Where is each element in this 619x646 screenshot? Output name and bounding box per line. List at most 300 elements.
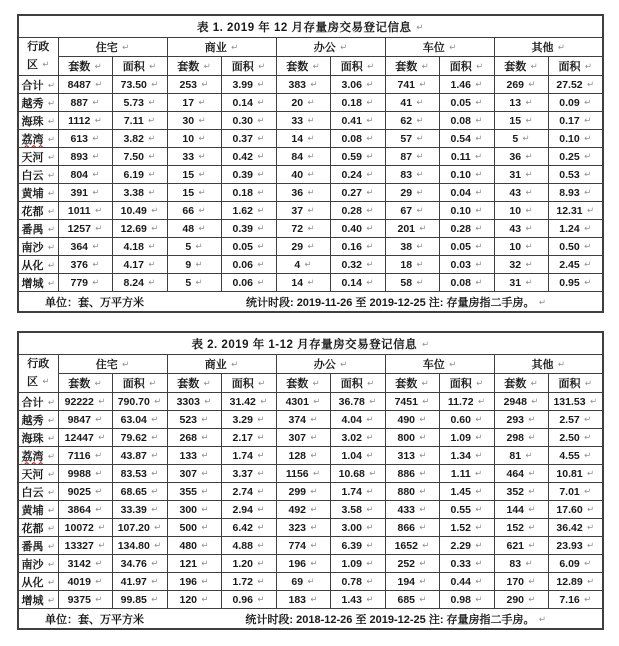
value-cell: 18 ↵: [385, 256, 439, 274]
value-cell: 268 ↵: [167, 429, 221, 447]
value-cell: 1.72 ↵: [221, 573, 276, 591]
value-cell: 36 ↵: [494, 148, 548, 166]
table-1-title: 表 1. 2019 年 12 月存量房交易登记信息 ↵: [18, 15, 603, 38]
value-cell: 57 ↵: [385, 130, 439, 148]
value-cell: 40 ↵: [276, 166, 330, 184]
value-cell: 10 ↵: [494, 202, 548, 220]
value-cell: 2.57 ↵: [548, 411, 603, 429]
table-row: [18, 555, 603, 573]
unit-note: 单位：套、万平方米: [45, 296, 144, 309]
value-cell: 0.10 ↵: [439, 202, 494, 220]
value-cell: 0.39 ↵: [221, 166, 276, 184]
value-cell: 2.94 ↵: [221, 501, 276, 519]
value-cell: 83 ↵: [385, 166, 439, 184]
value-cell: 2.74 ↵: [221, 483, 276, 501]
value-cell: 33.39 ↵: [112, 501, 167, 519]
district-cell: [18, 94, 58, 112]
district-label: 合计: [21, 79, 44, 92]
value-cell: 2.29 ↵: [439, 537, 494, 555]
value-cell: 0.59 ↵: [330, 148, 385, 166]
district-cell: [18, 148, 58, 166]
value-cell: 29 ↵: [276, 238, 330, 256]
value-cell: 8487 ↵: [58, 76, 112, 94]
value-cell: 196 ↵: [167, 573, 221, 591]
district-cell: [18, 274, 58, 292]
value-cell: 10.49 ↵: [112, 202, 167, 220]
district-cell: [18, 112, 58, 130]
value-cell: 14 ↵: [276, 130, 330, 148]
value-cell: 81 ↵: [494, 447, 548, 465]
value-cell: 0.98 ↵: [439, 591, 494, 609]
value-cell: 30 ↵: [167, 112, 221, 130]
table-row: [18, 591, 603, 609]
value-cell: 17 ↵: [167, 94, 221, 112]
value-cell: 376 ↵: [58, 256, 112, 274]
value-cell: 391 ↵: [58, 184, 112, 202]
value-cell: 464 ↵: [494, 465, 548, 483]
value-cell: 48 ↵: [167, 220, 221, 238]
header-district-line2: 区 ↵: [27, 59, 49, 71]
district-label: 荔湾: [21, 450, 44, 463]
value-cell: 0.95 ↵: [548, 274, 603, 292]
value-cell: 69 ↵: [276, 573, 330, 591]
header-area: 面积 ↵: [112, 57, 167, 76]
district-label: 海珠: [21, 432, 44, 445]
table-row: [18, 76, 603, 94]
value-cell: 1.74 ↵: [221, 447, 276, 465]
value-cell: 1.09 ↵: [439, 429, 494, 447]
value-cell: 7116 ↵: [58, 447, 112, 465]
district-label: 越秀: [21, 414, 44, 427]
header-district: [18, 355, 58, 393]
value-cell: 3.58 ↵: [330, 501, 385, 519]
value-cell: 43 ↵: [494, 220, 548, 238]
value-cell: 10072 ↵: [58, 519, 112, 537]
header-area: 面积 ↵: [221, 374, 276, 393]
value-cell: 9988 ↵: [58, 465, 112, 483]
value-cell: 1011 ↵: [58, 202, 112, 220]
value-cell: 3.06 ↵: [330, 76, 385, 94]
value-cell: 0.96 ↵: [221, 591, 276, 609]
value-cell: 886 ↵: [385, 465, 439, 483]
period-note: 统计时段: 2018-12-26 至 2019-12-25 注: 存量房指二手房。 ↵: [245, 611, 546, 627]
value-cell: 0.16 ↵: [330, 238, 385, 256]
district-cell: [18, 447, 58, 465]
value-cell: 133 ↵: [167, 447, 221, 465]
value-cell: 144 ↵: [494, 501, 548, 519]
header-units: 套数 ↵: [58, 57, 112, 76]
district-cell: [18, 501, 58, 519]
value-cell: 10.68 ↵: [330, 465, 385, 483]
table-row: [18, 537, 603, 555]
value-cell: 36 ↵: [276, 184, 330, 202]
value-cell: 355 ↵: [167, 483, 221, 501]
header-group-other: 其他 ↵: [494, 38, 603, 57]
value-cell: 2.50 ↵: [548, 429, 603, 447]
value-cell: 92222 ↵: [58, 393, 112, 411]
district-cell: [18, 573, 58, 591]
value-cell: 0.06 ↵: [221, 256, 276, 274]
value-cell: 307 ↵: [167, 465, 221, 483]
table-row: [18, 94, 603, 112]
value-cell: 0.11 ↵: [439, 148, 494, 166]
value-cell: 8.93 ↵: [548, 184, 603, 202]
value-cell: 83.53 ↵: [112, 465, 167, 483]
value-cell: 23.93 ↵: [548, 537, 603, 555]
district-label: 从化: [21, 259, 44, 272]
value-cell: 31.42 ↵: [221, 393, 276, 411]
header-units: 套数 ↵: [58, 374, 112, 393]
district-label: 海珠: [21, 115, 44, 128]
header-units: 套数 ↵: [385, 374, 439, 393]
table-row: [18, 429, 603, 447]
value-cell: 490 ↵: [385, 411, 439, 429]
value-cell: 41.97 ↵: [112, 573, 167, 591]
header-group-other: 其他 ↵: [494, 355, 603, 374]
value-cell: 12.69 ↵: [112, 220, 167, 238]
value-cell: 29 ↵: [385, 184, 439, 202]
value-cell: 2948 ↵: [494, 393, 548, 411]
district-label: 黄埔: [21, 187, 44, 200]
value-cell: 134.80 ↵: [112, 537, 167, 555]
value-cell: 15 ↵: [494, 112, 548, 130]
value-cell: 6.19 ↵: [112, 166, 167, 184]
value-cell: 1112 ↵: [58, 112, 112, 130]
value-cell: 621 ↵: [494, 537, 548, 555]
value-cell: 2.45 ↵: [548, 256, 603, 274]
header-area: 面积 ↵: [330, 374, 385, 393]
value-cell: 1.04 ↵: [330, 447, 385, 465]
value-cell: 880 ↵: [385, 483, 439, 501]
value-cell: 293 ↵: [494, 411, 548, 429]
table-row: [18, 501, 603, 519]
table-row: [18, 220, 603, 238]
value-cell: 6.42 ↵: [221, 519, 276, 537]
table-2: [17, 331, 604, 630]
value-cell: 0.60 ↵: [439, 411, 494, 429]
value-cell: 290 ↵: [494, 591, 548, 609]
value-cell: 0.42 ↵: [221, 148, 276, 166]
header-group-parking: 车位 ↵: [385, 38, 494, 57]
value-cell: 5 ↵: [494, 130, 548, 148]
value-cell: 6.39 ↵: [330, 537, 385, 555]
value-cell: 6.09 ↵: [548, 555, 603, 573]
value-cell: 298 ↵: [494, 429, 548, 447]
value-cell: 13 ↵: [494, 94, 548, 112]
value-cell: 0.44 ↵: [439, 573, 494, 591]
district-cell: [18, 537, 58, 555]
header-group-residential: 住宅 ↵: [58, 355, 167, 374]
value-cell: 1.24 ↵: [548, 220, 603, 238]
value-cell: 0.50 ↵: [548, 238, 603, 256]
header-units: 套数 ↵: [385, 57, 439, 76]
value-cell: 0.04 ↵: [439, 184, 494, 202]
value-cell: 83 ↵: [494, 555, 548, 573]
table-row: [18, 38, 603, 57]
value-cell: 201 ↵: [385, 220, 439, 238]
value-cell: 3.38 ↵: [112, 184, 167, 202]
table-row: [18, 184, 603, 202]
value-cell: 3.82 ↵: [112, 130, 167, 148]
value-cell: 13327 ↵: [58, 537, 112, 555]
value-cell: 7.16 ↵: [548, 591, 603, 609]
value-cell: 492 ↵: [276, 501, 330, 519]
header-units: 套数 ↵: [494, 374, 548, 393]
value-cell: 866 ↵: [385, 519, 439, 537]
district-label: 天河: [21, 468, 44, 481]
table-1: [17, 14, 604, 313]
value-cell: 33 ↵: [276, 112, 330, 130]
value-cell: 1.62 ↵: [221, 202, 276, 220]
value-cell: 887 ↵: [58, 94, 112, 112]
value-cell: 12.89 ↵: [548, 573, 603, 591]
value-cell: 0.08 ↵: [439, 112, 494, 130]
table-footer: [19, 611, 602, 627]
value-cell: 252 ↵: [385, 555, 439, 573]
header-district-line1: 行政: [27, 358, 50, 371]
header-area: 面积 ↵: [548, 57, 603, 76]
value-cell: 1.45 ↵: [439, 483, 494, 501]
table-row: [18, 292, 603, 313]
value-cell: 43 ↵: [494, 184, 548, 202]
table-footer: [19, 294, 602, 310]
value-cell: 0.10 ↵: [548, 130, 603, 148]
value-cell: 269 ↵: [494, 76, 548, 94]
header-area: 面积 ↵: [548, 374, 603, 393]
unit-note: 单位：套、万平方米: [45, 613, 144, 626]
district-label: 从化: [21, 576, 44, 589]
district-label: 南沙: [21, 558, 44, 571]
table-row: [18, 112, 603, 130]
value-cell: 0.37 ↵: [221, 130, 276, 148]
table-row: [18, 393, 603, 411]
table-row: [18, 447, 603, 465]
value-cell: 87 ↵: [385, 148, 439, 166]
value-cell: 27.52 ↵: [548, 76, 603, 94]
district-cell: [18, 166, 58, 184]
value-cell: 0.28 ↵: [330, 202, 385, 220]
value-cell: 0.32 ↵: [330, 256, 385, 274]
value-cell: 4301 ↵: [276, 393, 330, 411]
value-cell: 4.17 ↵: [112, 256, 167, 274]
value-cell: 10.81 ↵: [548, 465, 603, 483]
value-cell: 15 ↵: [167, 166, 221, 184]
value-cell: 73.50 ↵: [112, 76, 167, 94]
district-cell: [18, 555, 58, 573]
value-cell: 0.05 ↵: [439, 238, 494, 256]
header-district: [18, 38, 58, 76]
value-cell: 300 ↵: [167, 501, 221, 519]
value-cell: 7.01 ↵: [548, 483, 603, 501]
value-cell: 41 ↵: [385, 94, 439, 112]
value-cell: 9375 ↵: [58, 591, 112, 609]
table-row: [18, 274, 603, 292]
table-row: [18, 256, 603, 274]
district-label: 南沙: [21, 241, 44, 254]
district-label: 黄埔: [21, 504, 44, 517]
district-label: 花都: [21, 205, 44, 218]
value-cell: 500 ↵: [167, 519, 221, 537]
value-cell: 33 ↵: [167, 148, 221, 166]
value-cell: 128 ↵: [276, 447, 330, 465]
table-row: [18, 519, 603, 537]
period-note: 统计时段: 2019-11-26 至 2019-12-25 注: 存量房指二手房。 ↵: [246, 294, 546, 310]
value-cell: 0.14 ↵: [221, 94, 276, 112]
header-district-line1: 行政: [27, 41, 50, 54]
value-cell: 2.17 ↵: [221, 429, 276, 447]
value-cell: 7.50 ↵: [112, 148, 167, 166]
value-cell: 3303 ↵: [167, 393, 221, 411]
value-cell: 107.20 ↵: [112, 519, 167, 537]
value-cell: 10 ↵: [167, 130, 221, 148]
table-row: [18, 148, 603, 166]
table-row: [18, 374, 603, 393]
header-area: 面积 ↵: [439, 57, 494, 76]
value-cell: 5 ↵: [167, 274, 221, 292]
district-label: 番禺: [21, 540, 44, 553]
district-cell: [18, 483, 58, 501]
value-cell: 804 ↵: [58, 166, 112, 184]
value-cell: 0.18 ↵: [221, 184, 276, 202]
header-area: 面积 ↵: [330, 57, 385, 76]
value-cell: 9 ↵: [167, 256, 221, 274]
value-cell: 0.14 ↵: [330, 274, 385, 292]
value-cell: 364 ↵: [58, 238, 112, 256]
value-cell: 10 ↵: [494, 238, 548, 256]
value-cell: 0.05 ↵: [439, 94, 494, 112]
value-cell: 3.00 ↵: [330, 519, 385, 537]
value-cell: 14 ↵: [276, 274, 330, 292]
header-district-line2: 区 ↵: [27, 376, 49, 388]
header-area: 面积 ↵: [112, 374, 167, 393]
value-cell: 480 ↵: [167, 537, 221, 555]
value-cell: 4.55 ↵: [548, 447, 603, 465]
header-area: 面积 ↵: [221, 57, 276, 76]
value-cell: 1.52 ↵: [439, 519, 494, 537]
value-cell: 0.30 ↵: [221, 112, 276, 130]
value-cell: 152 ↵: [494, 519, 548, 537]
header-group-parking: 车位 ↵: [385, 355, 494, 374]
header-units: 套数 ↵: [167, 57, 221, 76]
table-row: [18, 166, 603, 184]
value-cell: 43.87 ↵: [112, 447, 167, 465]
value-cell: 131.53 ↵: [548, 393, 603, 411]
header-units: 套数 ↵: [167, 374, 221, 393]
value-cell: 62 ↵: [385, 112, 439, 130]
value-cell: 170 ↵: [494, 573, 548, 591]
value-cell: 0.06 ↵: [221, 274, 276, 292]
value-cell: 1.34 ↵: [439, 447, 494, 465]
value-cell: 790.70 ↵: [112, 393, 167, 411]
value-cell: 11.72 ↵: [439, 393, 494, 411]
value-cell: 3.02 ↵: [330, 429, 385, 447]
value-cell: 1.20 ↵: [221, 555, 276, 573]
value-cell: 5.73 ↵: [112, 94, 167, 112]
district-label: 增城: [21, 277, 44, 290]
value-cell: 613 ↵: [58, 130, 112, 148]
table-row: [18, 202, 603, 220]
value-cell: 34.76 ↵: [112, 555, 167, 573]
value-cell: 800 ↵: [385, 429, 439, 447]
value-cell: 523 ↵: [167, 411, 221, 429]
value-cell: 38 ↵: [385, 238, 439, 256]
district-cell: [18, 238, 58, 256]
district-label: 增城: [21, 594, 44, 607]
value-cell: 0.18 ↵: [330, 94, 385, 112]
value-cell: 0.08 ↵: [330, 130, 385, 148]
table-row: [18, 355, 603, 374]
value-cell: 36.78 ↵: [330, 393, 385, 411]
value-cell: 0.10 ↵: [439, 166, 494, 184]
table-row: [18, 130, 603, 148]
value-cell: 1156 ↵: [276, 465, 330, 483]
district-cell: [18, 465, 58, 483]
value-cell: 307 ↵: [276, 429, 330, 447]
value-cell: 0.78 ↵: [330, 573, 385, 591]
header-units: 套数 ↵: [276, 374, 330, 393]
value-cell: 4019 ↵: [58, 573, 112, 591]
table-row: [18, 609, 603, 630]
value-cell: 1.46 ↵: [439, 76, 494, 94]
value-cell: 774 ↵: [276, 537, 330, 555]
value-cell: 433 ↵: [385, 501, 439, 519]
value-cell: 323 ↵: [276, 519, 330, 537]
value-cell: 0.33 ↵: [439, 555, 494, 573]
value-cell: 12.31 ↵: [548, 202, 603, 220]
value-cell: 3.99 ↵: [221, 76, 276, 94]
table-1-section: [17, 14, 619, 313]
value-cell: 66 ↵: [167, 202, 221, 220]
table-row: [18, 411, 603, 429]
table-row: [18, 238, 603, 256]
value-cell: 120 ↵: [167, 591, 221, 609]
value-cell: 0.55 ↵: [439, 501, 494, 519]
value-cell: 0.17 ↵: [548, 112, 603, 130]
value-cell: 3864 ↵: [58, 501, 112, 519]
value-cell: 84 ↵: [276, 148, 330, 166]
value-cell: 383 ↵: [276, 76, 330, 94]
district-cell: [18, 202, 58, 220]
value-cell: 121 ↵: [167, 555, 221, 573]
header-group-office: 办公 ↵: [276, 355, 385, 374]
value-cell: 3142 ↵: [58, 555, 112, 573]
value-cell: 4.88 ↵: [221, 537, 276, 555]
district-cell: [18, 220, 58, 238]
value-cell: 36.42 ↵: [548, 519, 603, 537]
table-row: [18, 57, 603, 76]
value-cell: 3.29 ↵: [221, 411, 276, 429]
district-label: 花都: [21, 522, 44, 535]
value-cell: 4.04 ↵: [330, 411, 385, 429]
district-cell: [18, 429, 58, 447]
value-cell: 0.53 ↵: [548, 166, 603, 184]
header-area: 面积 ↵: [439, 374, 494, 393]
value-cell: 1.11 ↵: [439, 465, 494, 483]
value-cell: 17.60 ↵: [548, 501, 603, 519]
value-cell: 0.41 ↵: [330, 112, 385, 130]
value-cell: 352 ↵: [494, 483, 548, 501]
value-cell: 1.74 ↵: [330, 483, 385, 501]
value-cell: 0.40 ↵: [330, 220, 385, 238]
district-label: 越秀: [21, 97, 44, 110]
value-cell: 893 ↵: [58, 148, 112, 166]
district-cell: [18, 256, 58, 274]
value-cell: 0.28 ↵: [439, 220, 494, 238]
value-cell: 779 ↵: [58, 274, 112, 292]
value-cell: 0.27 ↵: [330, 184, 385, 202]
value-cell: 0.24 ↵: [330, 166, 385, 184]
value-cell: 63.04 ↵: [112, 411, 167, 429]
